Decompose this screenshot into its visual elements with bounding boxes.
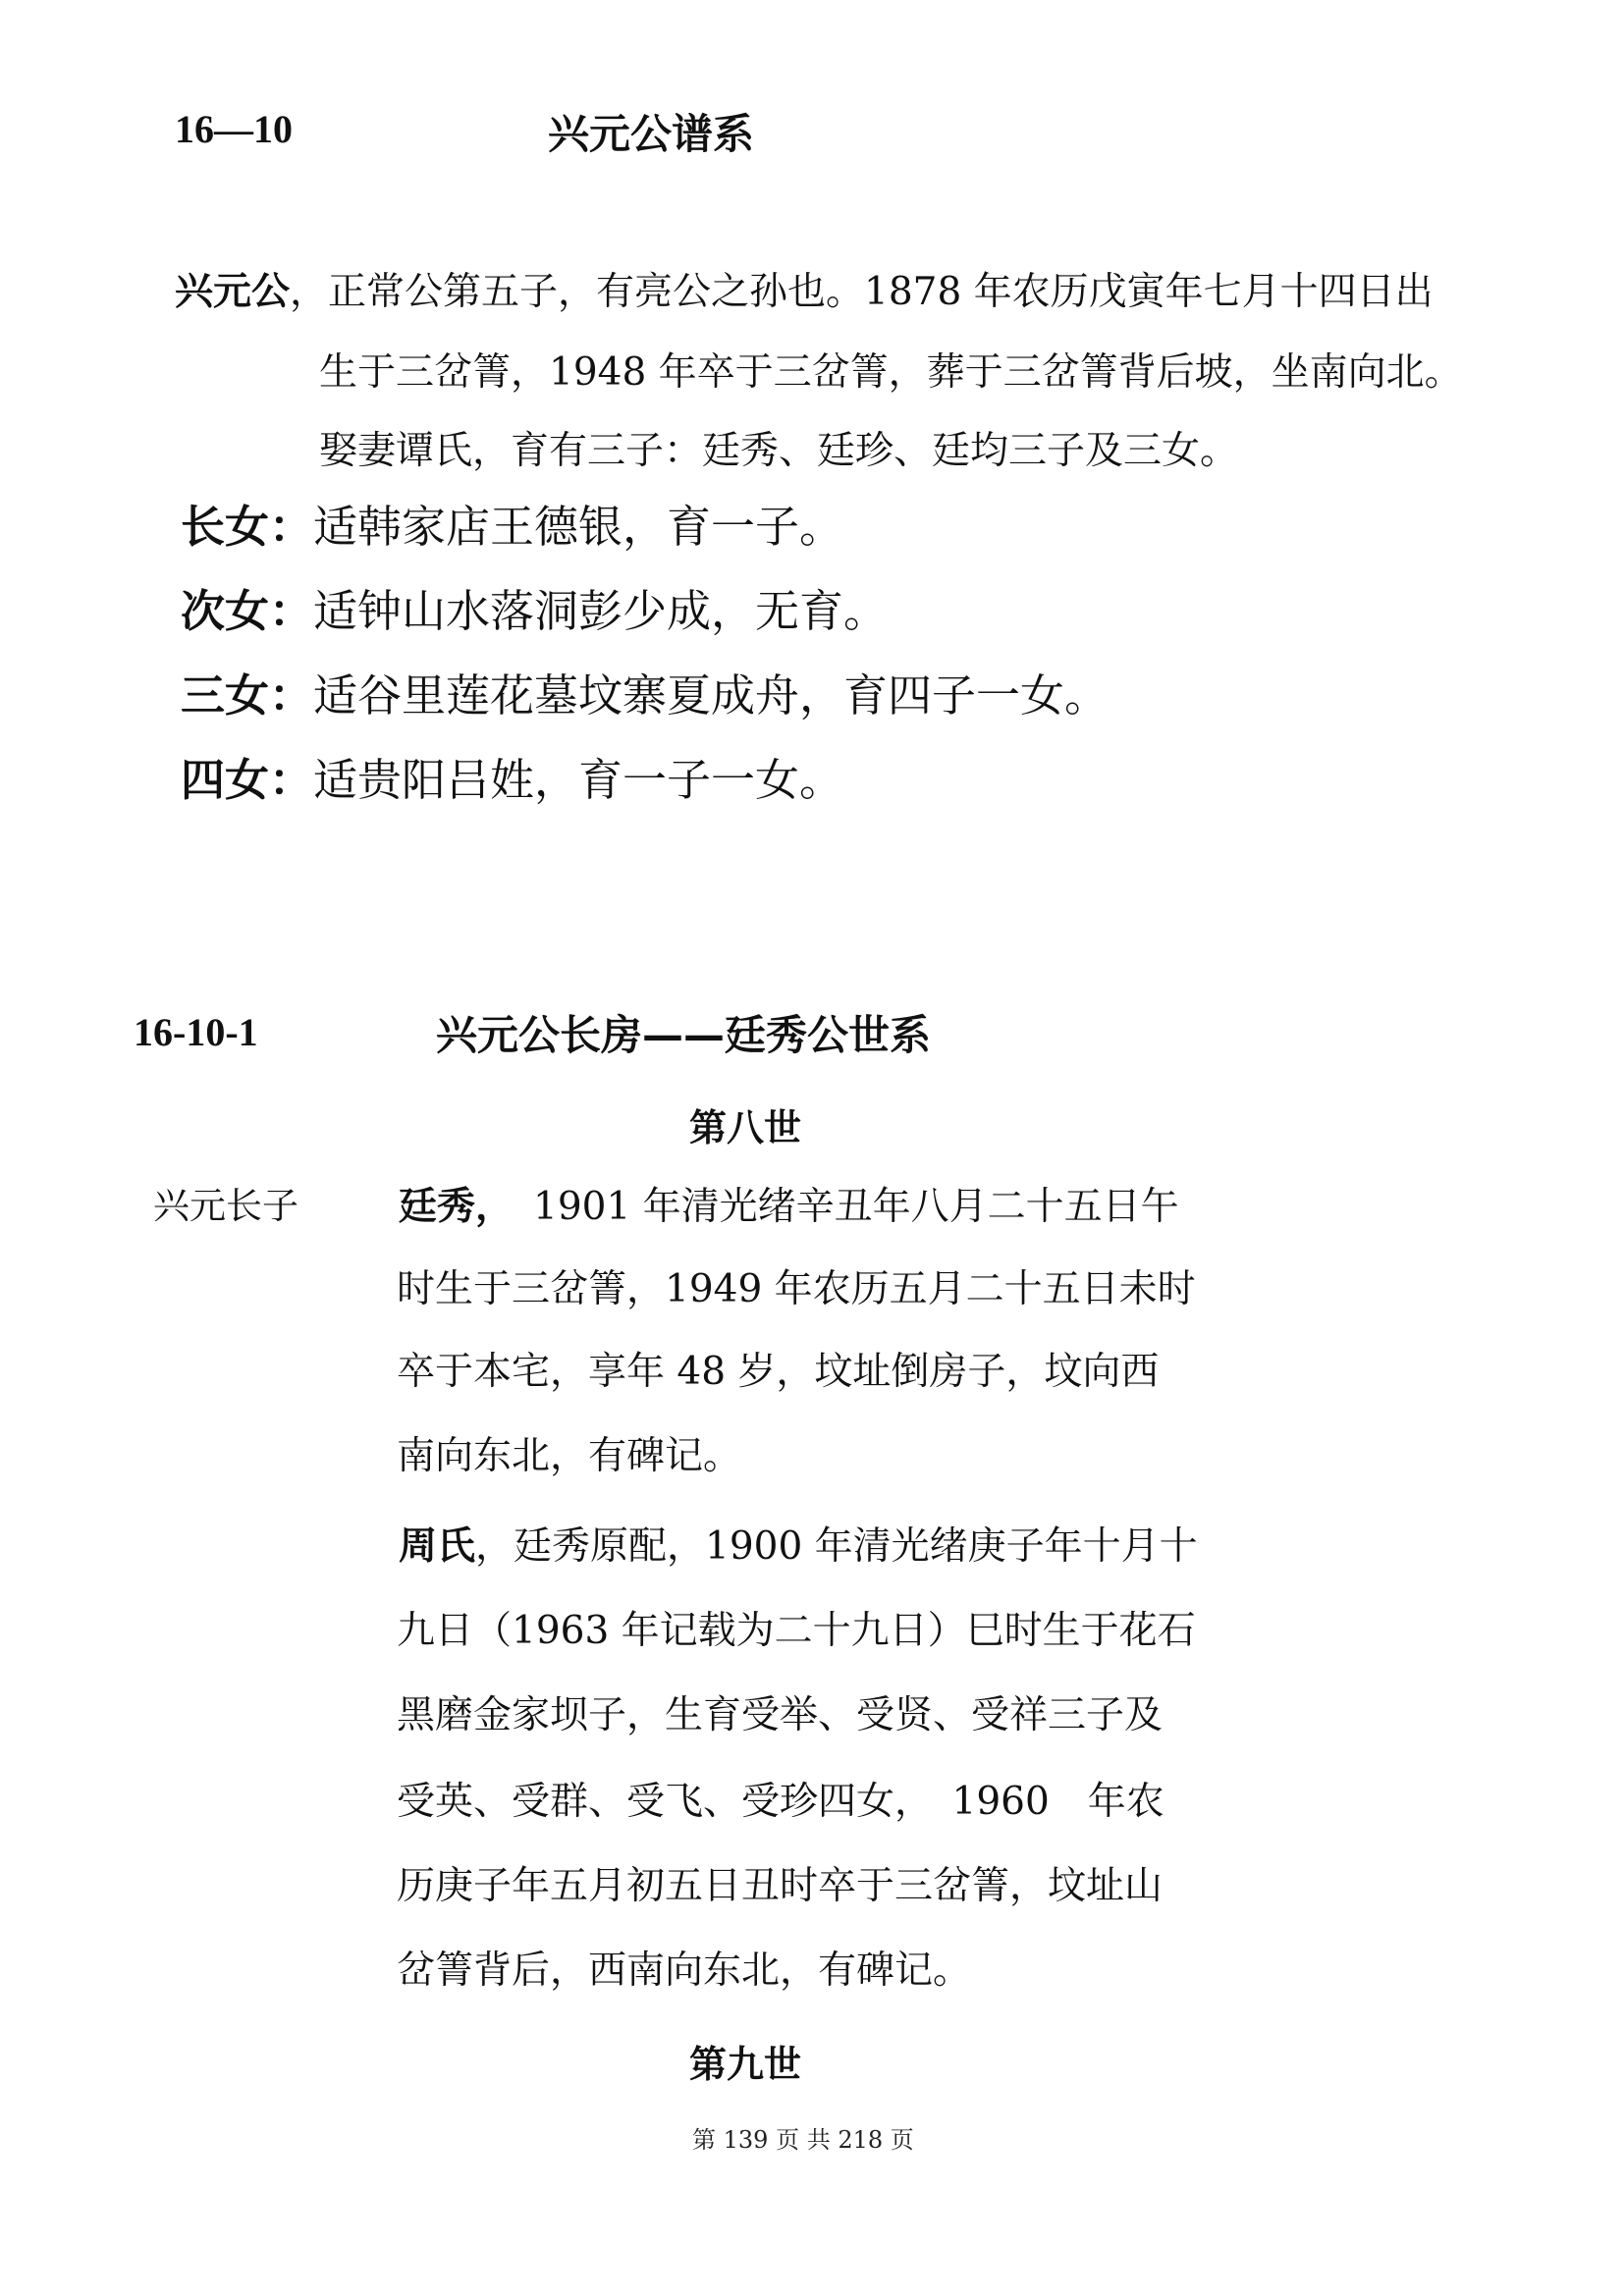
section-title: 兴元公谱系 bbox=[548, 110, 755, 158]
intro-line-2: 生于三岔箐，1948 年卒于三岔箐，葬于三岔箐背后坡，坐南向北。 bbox=[319, 350, 1463, 395]
page-footer: 第 139 页 共 218 页 bbox=[692, 2126, 914, 2154]
section-number: 16—10 bbox=[175, 107, 293, 151]
person-name: 兴元公 bbox=[175, 270, 291, 314]
intro-line-3: 娶妻谭氏，育有三子：廷秀、廷珍、廷均三子及三女。 bbox=[319, 429, 1239, 473]
tingxiu-line-1 bbox=[399, 1176, 1179, 1231]
daughter-text: 适贵阳吕姓，育一子一女。 bbox=[313, 754, 844, 806]
intro-line-1 bbox=[175, 261, 1434, 316]
daughter-label: 四女： bbox=[181, 754, 314, 806]
relation-label: 兴元长子 bbox=[153, 1185, 298, 1227]
daughter-text: 适谷里莲花墓坟寨夏成舟，育四子一女。 bbox=[313, 669, 1110, 721]
generation-heading: 第八世 bbox=[689, 1106, 802, 1149]
tingxiu-line-2: 时生于三岔箐，1949 年农历五月二十五日未时 bbox=[397, 1267, 1196, 1311]
zhou-line-1 bbox=[399, 1516, 1198, 1571]
section-number: 16-10-1 bbox=[134, 1010, 258, 1054]
tingxiu-line-4: 南向东北，有碑记。 bbox=[397, 1434, 742, 1478]
daughter-entry bbox=[181, 744, 843, 808]
intro-line-1-text: ，正常公第五子，有亮公之孙也。1878 年农历戊寅年七月十四日出 bbox=[290, 270, 1434, 314]
daughter-label: 次女： bbox=[181, 585, 314, 637]
section-title: 兴元公长房——廷秀公世系 bbox=[436, 1011, 932, 1059]
zhou-line-5: 历庚子年五月初五日丑时卒于三岔箐，坟址山 bbox=[397, 1864, 1164, 1908]
generation-heading: 第九世 bbox=[689, 2043, 802, 2086]
tingxiu-line-1-text: 1901 年清光绪辛丑年八月二十五日午 bbox=[533, 1185, 1179, 1229]
daughter-text: 适韩家店王德银，育一子。 bbox=[313, 501, 844, 553]
zhou-line-2: 九日（1963 年记载为二十九日）巳时生于花石 bbox=[397, 1609, 1196, 1653]
daughter-entry bbox=[181, 491, 843, 555]
zhou-line-6: 岔箐背后，西南向东北，有碑记。 bbox=[397, 1949, 972, 1993]
person-name: 廷秀， bbox=[399, 1185, 514, 1229]
tingxiu-line-3: 卒于本宅，享年 48 岁，坟址倒房子，坟向西 bbox=[397, 1350, 1160, 1394]
zhou-line-4: 受英、受群、受飞、受珍四女， 1960 年农 bbox=[397, 1780, 1164, 1824]
zhou-line-3: 黑磨金家坝子，生育受举、受贤、受祥三子及 bbox=[397, 1693, 1164, 1737]
daughter-label: 三女： bbox=[181, 669, 314, 721]
zhou-line-1-text: ，廷秀原配，1900 年清光绪庚子年十月十 bbox=[475, 1524, 1198, 1569]
daughter-label: 长女： bbox=[181, 501, 314, 553]
person-name: 周氏 bbox=[399, 1524, 476, 1569]
daughter-entry bbox=[181, 660, 1109, 723]
daughter-text: 适钟山水落洞彭少成，无育。 bbox=[313, 585, 889, 637]
daughter-entry bbox=[181, 575, 888, 639]
